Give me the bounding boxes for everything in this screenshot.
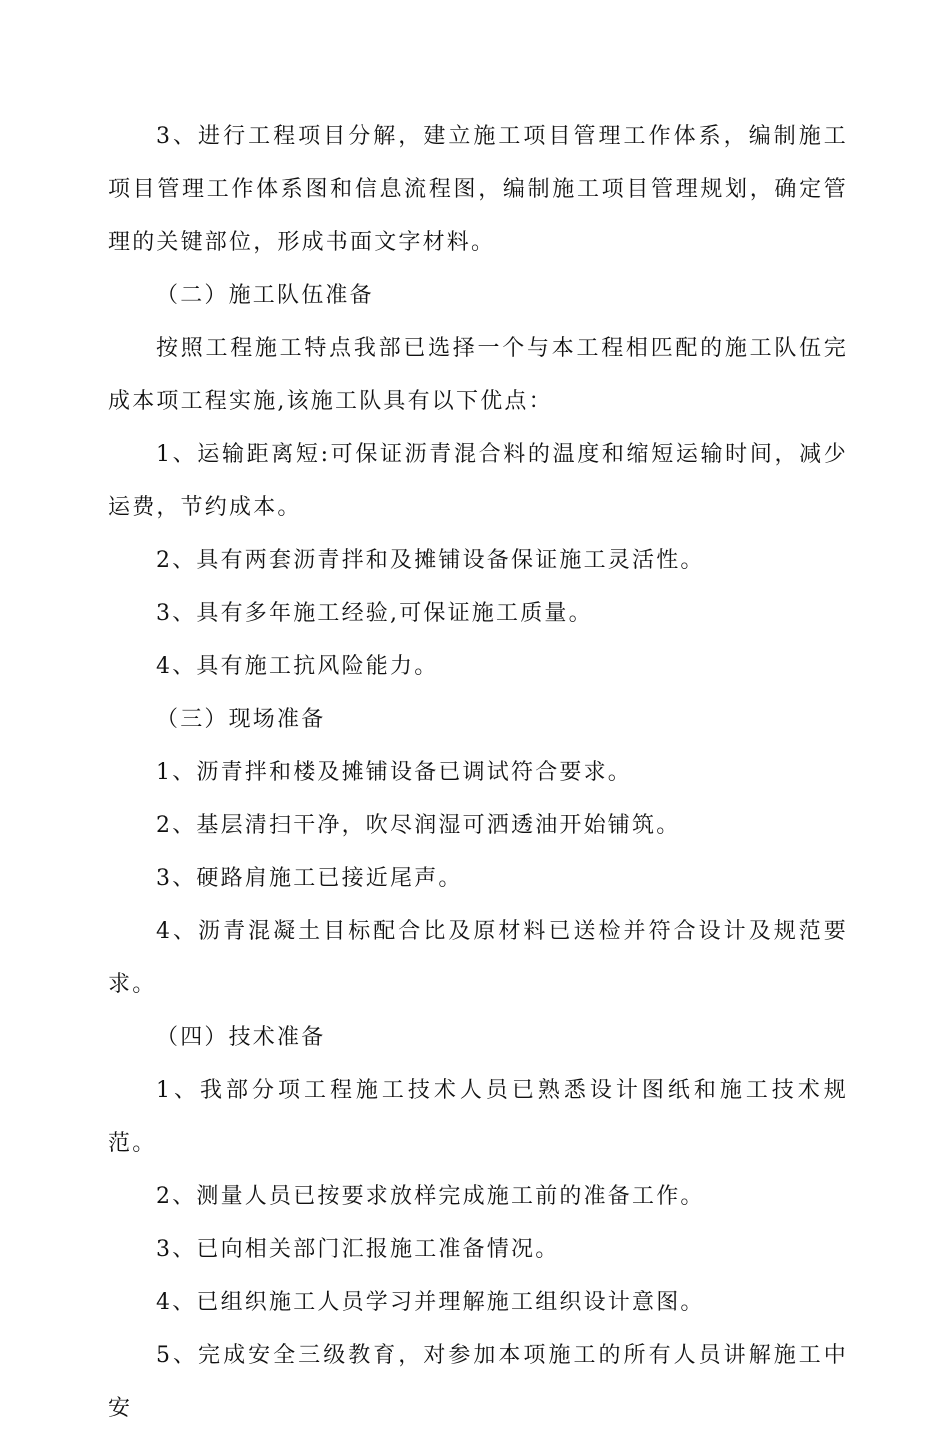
paragraph-site-1: 1、沥青拌和楼及摊铺设备已调试符合要求。	[156, 760, 632, 785]
paragraph-site-4: 4、沥青混凝土目标配合比及原材料已送检并符合设计及规范要求。	[108, 919, 848, 997]
document-body	[108, 110, 848, 1435]
paragraph-advantage-1: 1、运输距离短:可保证沥青混合料的温度和缩短运输时间，减少运费，节约成本。	[108, 442, 848, 520]
section-heading-team-preparation: （二）施工队伍准备	[156, 283, 374, 308]
paragraph-tech-3: 3、已向相关部门汇报施工准备情况。	[156, 1237, 560, 1262]
paragraph-advantage-2: 2、具有两套沥青拌和及摊铺设备保证施工灵活性。	[156, 548, 705, 573]
section-heading-site-preparation: （三）现场准备	[156, 707, 326, 732]
paragraph-tech-1: 1、我部分项工程施工技术人员已熟悉设计图纸和施工技术规范。	[108, 1078, 848, 1156]
paragraph-team-selection: 按照工程施工特点我部已选择一个与本工程相匹配的施工队伍完成本项工程实施,该施工队具有以下优点：	[108, 336, 848, 414]
paragraph-advantage-3: 3、具有多年施工经验,可保证施工质量。	[156, 601, 593, 626]
paragraph-item-3-decomposition: 3、进行工程项目分解，建立施工项目管理工作体系，编制施工项目管理工作体系图和信息流程图，编制施工项目管理规划，确定管理的关键部位，形成书面文字材料。	[108, 124, 848, 255]
paragraph-site-2: 2、基层清扫干净，吹尽润湿可洒透油开始铺筑。	[156, 813, 681, 838]
paragraph-tech-4: 4、已组织施工人员学习并理解施工组织设计意图。	[156, 1290, 705, 1315]
paragraph-advantage-4: 4、具有施工抗风险能力。	[156, 654, 439, 679]
paragraph-tech-2: 2、测量人员已按要求放样完成施工前的准备工作。	[156, 1184, 705, 1209]
paragraph-site-3: 3、硬路肩施工已接近尾声。	[156, 866, 463, 891]
paragraph-tech-5: 5、完成安全三级教育，对参加本项施工的所有人员讲解施工中安	[108, 1343, 848, 1421]
section-heading-technical-preparation: （四）技术准备	[156, 1025, 326, 1050]
